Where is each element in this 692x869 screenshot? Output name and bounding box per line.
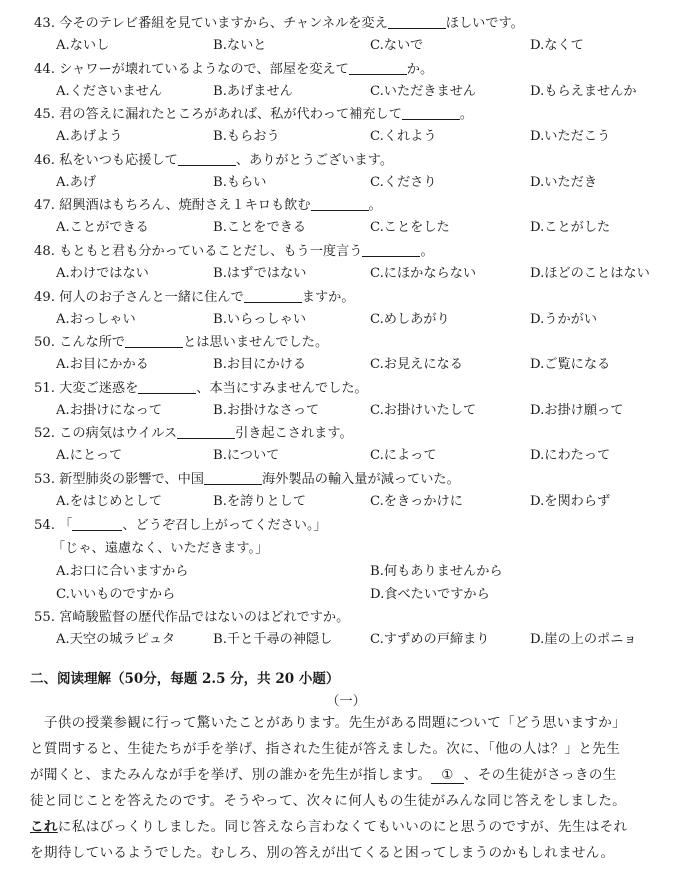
answer-option: C.によって xyxy=(370,448,437,464)
answer-option: B.お掛けなさって xyxy=(213,402,320,418)
answer-option: D.を関わらず xyxy=(530,494,611,509)
question-prompt xyxy=(34,286,355,305)
answer-option: B.千と千尋の神隠し xyxy=(213,631,333,647)
answer-option: B.もらい xyxy=(213,174,267,190)
prompt-text: 、ありがとうございます。 xyxy=(235,152,394,168)
dialogue-reply: 「じゃ、遠慮なく、いただきます。」 xyxy=(52,540,269,556)
answer-option: A.天空の城ラピュタ xyxy=(56,631,176,647)
prompt-text: 。 xyxy=(459,107,474,123)
blank-marker: ① xyxy=(431,767,464,784)
answer-option: A.にとって xyxy=(56,448,123,464)
answer-blank xyxy=(177,426,235,439)
answer-option: B.はずではない xyxy=(213,266,307,281)
answer-option: C.ないで xyxy=(370,38,424,53)
answer-option: C.ことをした xyxy=(370,220,450,236)
answer-option: C.お掛けいたして xyxy=(370,402,477,418)
answer-option: D.いただこう xyxy=(530,129,611,145)
prompt-text: 50. こんな所で xyxy=(34,335,126,351)
answer-option: C.めしあがり xyxy=(370,311,450,327)
answer-option: B.を誇りとして xyxy=(213,494,307,509)
answer-option: B.もらおう xyxy=(213,129,280,145)
answer-option: A.お掛けになって xyxy=(56,402,163,418)
answer-option: C.いいものですから xyxy=(56,586,176,602)
passage-text: に私はびっくりしました。同じ答えなら言わなくてもいいのにと思うのですが、先生はそれ xyxy=(57,819,628,835)
answer-blank xyxy=(244,290,302,303)
prompt-text: 53. 新型肺炎の影響で、中国 xyxy=(34,472,204,487)
underlined-keyword: これ xyxy=(30,819,58,835)
answer-option: B.何もありませんから xyxy=(370,563,503,579)
prompt-text: 。 xyxy=(368,198,382,214)
answer-blank xyxy=(204,472,262,485)
passage-line xyxy=(30,815,627,835)
answer-option: C.くださり xyxy=(370,174,437,190)
passage-line: を期待しているようでした。むしろ、別の答えが出てくると困ってしまうのかもしれません。 xyxy=(30,845,615,861)
answer-option: B.お目にかける xyxy=(213,357,307,373)
prompt-text: ほしいです。 xyxy=(445,16,524,31)
question-prompt xyxy=(34,468,460,487)
answer-option: C.いただきません xyxy=(370,83,477,99)
answer-blank xyxy=(138,381,196,394)
prompt-text: 46. 私をいつも応援して xyxy=(34,152,178,168)
prompt-text: 、どうぞ召し上がってください。」 xyxy=(122,517,327,533)
prompt-text: 54. 「 xyxy=(34,517,73,533)
answer-option: A.おっしゃい xyxy=(56,311,136,327)
answer-option: A.あげ xyxy=(56,174,97,190)
question-prompt xyxy=(34,240,434,259)
answer-option: A.くださいません xyxy=(56,83,163,99)
answer-option: B.あげません xyxy=(213,83,293,99)
answer-option: A.わけではない xyxy=(56,266,149,281)
question-prompt xyxy=(34,514,327,533)
answer-option: D.食べたいですから xyxy=(370,586,490,602)
answer-option: A.ことができる xyxy=(56,220,149,236)
passage-text: 、その生徒がさっきの生 xyxy=(463,767,617,783)
prompt-text: か。 xyxy=(406,61,434,77)
answer-option: C.すずめの戸締まり xyxy=(370,631,490,647)
answer-option: C.お見えになる xyxy=(370,357,463,373)
question-prompt xyxy=(34,377,368,396)
question-prompt: 55. 宮崎駿監督の歴代作品ではないのはどれですか。 xyxy=(34,609,350,625)
answer-option: D.ご覧になる xyxy=(530,357,611,373)
passage-line: 徒と同じことを答えたのです。そうやって、次々に何人もの生徒がみんな同じ答えをしました。 xyxy=(30,793,627,809)
answer-blank xyxy=(388,16,446,29)
answer-option: A.ないし xyxy=(56,38,110,53)
answer-option: D.お掛け願って xyxy=(530,402,624,418)
answer-option: A.お目にかかる xyxy=(56,357,149,373)
answer-option: D.うかがい xyxy=(530,311,598,327)
prompt-text: 52. この病気はウイルス xyxy=(34,426,178,442)
answer-blank xyxy=(402,107,460,120)
prompt-text: 44. シャワーが壊れているようなので、部屋を変えて xyxy=(34,61,349,77)
question-prompt xyxy=(34,103,473,122)
answer-option: A.お口に合いますから xyxy=(56,563,189,579)
answer-option: B.いらっしゃい xyxy=(213,311,307,327)
answer-blank xyxy=(72,518,122,531)
question-prompt xyxy=(34,12,524,31)
answer-blank xyxy=(311,198,369,211)
passage-line: 子供の授業参観に行って驚いたことがあります。先生がある問題について「どう思いますか」 xyxy=(30,715,627,731)
passage-line xyxy=(30,763,617,784)
answer-option: A.あげよう xyxy=(56,129,123,145)
answer-option: C.くれよう xyxy=(370,129,437,145)
prompt-text: 47. 紹興酒はもちろん、焼酎さえ１キロも飲む xyxy=(34,198,311,214)
prompt-text: ますか。 xyxy=(301,289,355,305)
answer-option: C.にほかならない xyxy=(370,266,477,281)
answer-option: D.ほどのことはない xyxy=(530,266,650,281)
answer-option: C.をきっかけに xyxy=(370,494,463,509)
prompt-text: 。 xyxy=(420,244,434,259)
answer-option: B.について xyxy=(213,448,280,464)
question-prompt xyxy=(34,58,433,77)
question-prompt xyxy=(34,422,353,441)
answer-blank xyxy=(125,335,183,348)
prompt-text: 海外製品の輸入量が減っていた。 xyxy=(261,472,460,487)
prompt-text: 45. 君の答えに漏れたところがあれば、私が代わって補充して xyxy=(34,107,402,123)
prompt-text: 43. 今そのテレビ番組を見ていますから、チャンネルを変え xyxy=(34,16,388,31)
answer-blank xyxy=(362,244,420,257)
answer-option: D.なくて xyxy=(530,38,584,53)
prompt-text: 48. もともと君も分かっていることだし、もう一度言う xyxy=(34,244,363,259)
prompt-text: とは思いませんでした。 xyxy=(183,335,329,351)
prompt-text: 引き起こされます。 xyxy=(235,426,353,442)
section-subtitle: （一） xyxy=(326,694,366,709)
question-prompt xyxy=(34,194,382,213)
answer-blank xyxy=(349,62,407,75)
passage-line: と質問すると、生徒たちが手を挙げ、指された生徒が答えました。次に、「他の人は？」と先生 xyxy=(30,741,621,757)
answer-option: D.崖の上のポニョ xyxy=(530,631,637,647)
answer-option: D.いただき xyxy=(530,174,598,190)
question-prompt xyxy=(34,149,393,168)
prompt-text: 51. 大変ご迷惑を xyxy=(34,380,139,396)
answer-blank xyxy=(178,153,236,166)
question-prompt xyxy=(34,331,328,350)
prompt-text: 、本当にすみませんでした。 xyxy=(196,380,368,396)
prompt-text: 49. 何人のお子さんと一緒に住んで xyxy=(34,289,244,305)
section-title: 二、阅读理解（50分，每题 2.5 分，共 20 小题） xyxy=(30,671,340,687)
answer-option: D.ことがした xyxy=(530,220,611,236)
answer-option: B.ないと xyxy=(213,38,267,53)
answer-option: A.をはじめとして xyxy=(56,494,163,509)
answer-option: D.にわたって xyxy=(530,448,611,464)
answer-option: B.ことをできる xyxy=(213,220,307,236)
passage-text: が聞くと、またみんなが手を挙げ、別の誰かを先生が指します。 xyxy=(30,767,432,783)
answer-option: D.もらえませんか xyxy=(530,83,637,99)
